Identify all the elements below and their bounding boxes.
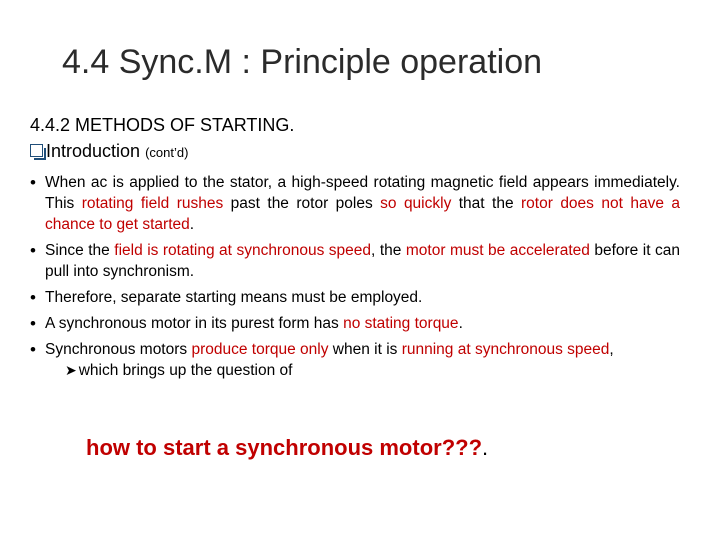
q-box-bullet-icon	[30, 144, 43, 157]
slide-content	[30, 112, 680, 386]
bullet-text: A synchronous motor in its purest form has	[45, 315, 344, 332]
highlighted-text: field is rotating at synchronous speed	[114, 242, 372, 259]
intro-label: Introduction	[46, 141, 141, 161]
question-text: how to start a synchronous motor???	[86, 435, 483, 460]
bullet-text: .	[458, 315, 463, 332]
bullet-text: .	[189, 216, 195, 233]
bullet-item	[30, 287, 680, 308]
bullet-text: Since the	[45, 242, 115, 259]
highlighted-text: rotor does not have a chance to get started	[45, 195, 680, 233]
highlighted-text: rotating field rushes	[81, 195, 224, 212]
bullet-text: When ac is applied to the stator, a high-speed rotating magnetic field appears immediately. This	[45, 174, 680, 212]
bullet-text: before it can pull into synchronism.	[45, 242, 680, 280]
question-line	[86, 433, 488, 463]
intro-suffix: (cont’d)	[145, 145, 189, 160]
arrow-bullet-icon: ➤	[65, 362, 77, 378]
bullet-item	[30, 240, 680, 282]
question-end: .	[482, 435, 489, 460]
highlighted-text: produce torque only	[191, 341, 329, 358]
sub-point	[45, 360, 680, 381]
bullet-text: that the	[451, 195, 522, 212]
highlighted-text: so quickly	[380, 195, 452, 212]
bullet-text: , the	[371, 242, 406, 259]
bullet-item	[30, 172, 680, 235]
section-heading-text: 4.4.2 METHODS OF STARTING.	[30, 115, 295, 135]
bullet-item	[30, 313, 680, 334]
bullet-item	[30, 339, 680, 381]
highlighted-text: motor must be accelerated	[405, 242, 590, 259]
bullet-text: past the rotor poles	[223, 195, 381, 212]
section-heading	[30, 112, 680, 138]
bullet-text: ,	[609, 341, 614, 358]
sub-point-text: which brings up the question of	[78, 362, 293, 379]
bullet-text: when it is	[328, 341, 402, 358]
highlighted-text: no stating torque	[343, 315, 459, 332]
bullet-text: Synchronous motors	[45, 341, 192, 358]
intro-line	[30, 138, 680, 166]
highlighted-text: running at synchronous speed	[401, 341, 610, 358]
bullet-list	[30, 172, 680, 381]
slide-title: 4.4 Sync.M : Principle operation	[62, 43, 543, 81]
bullet-text: Therefore, separate starting means must be employed.	[45, 289, 423, 306]
